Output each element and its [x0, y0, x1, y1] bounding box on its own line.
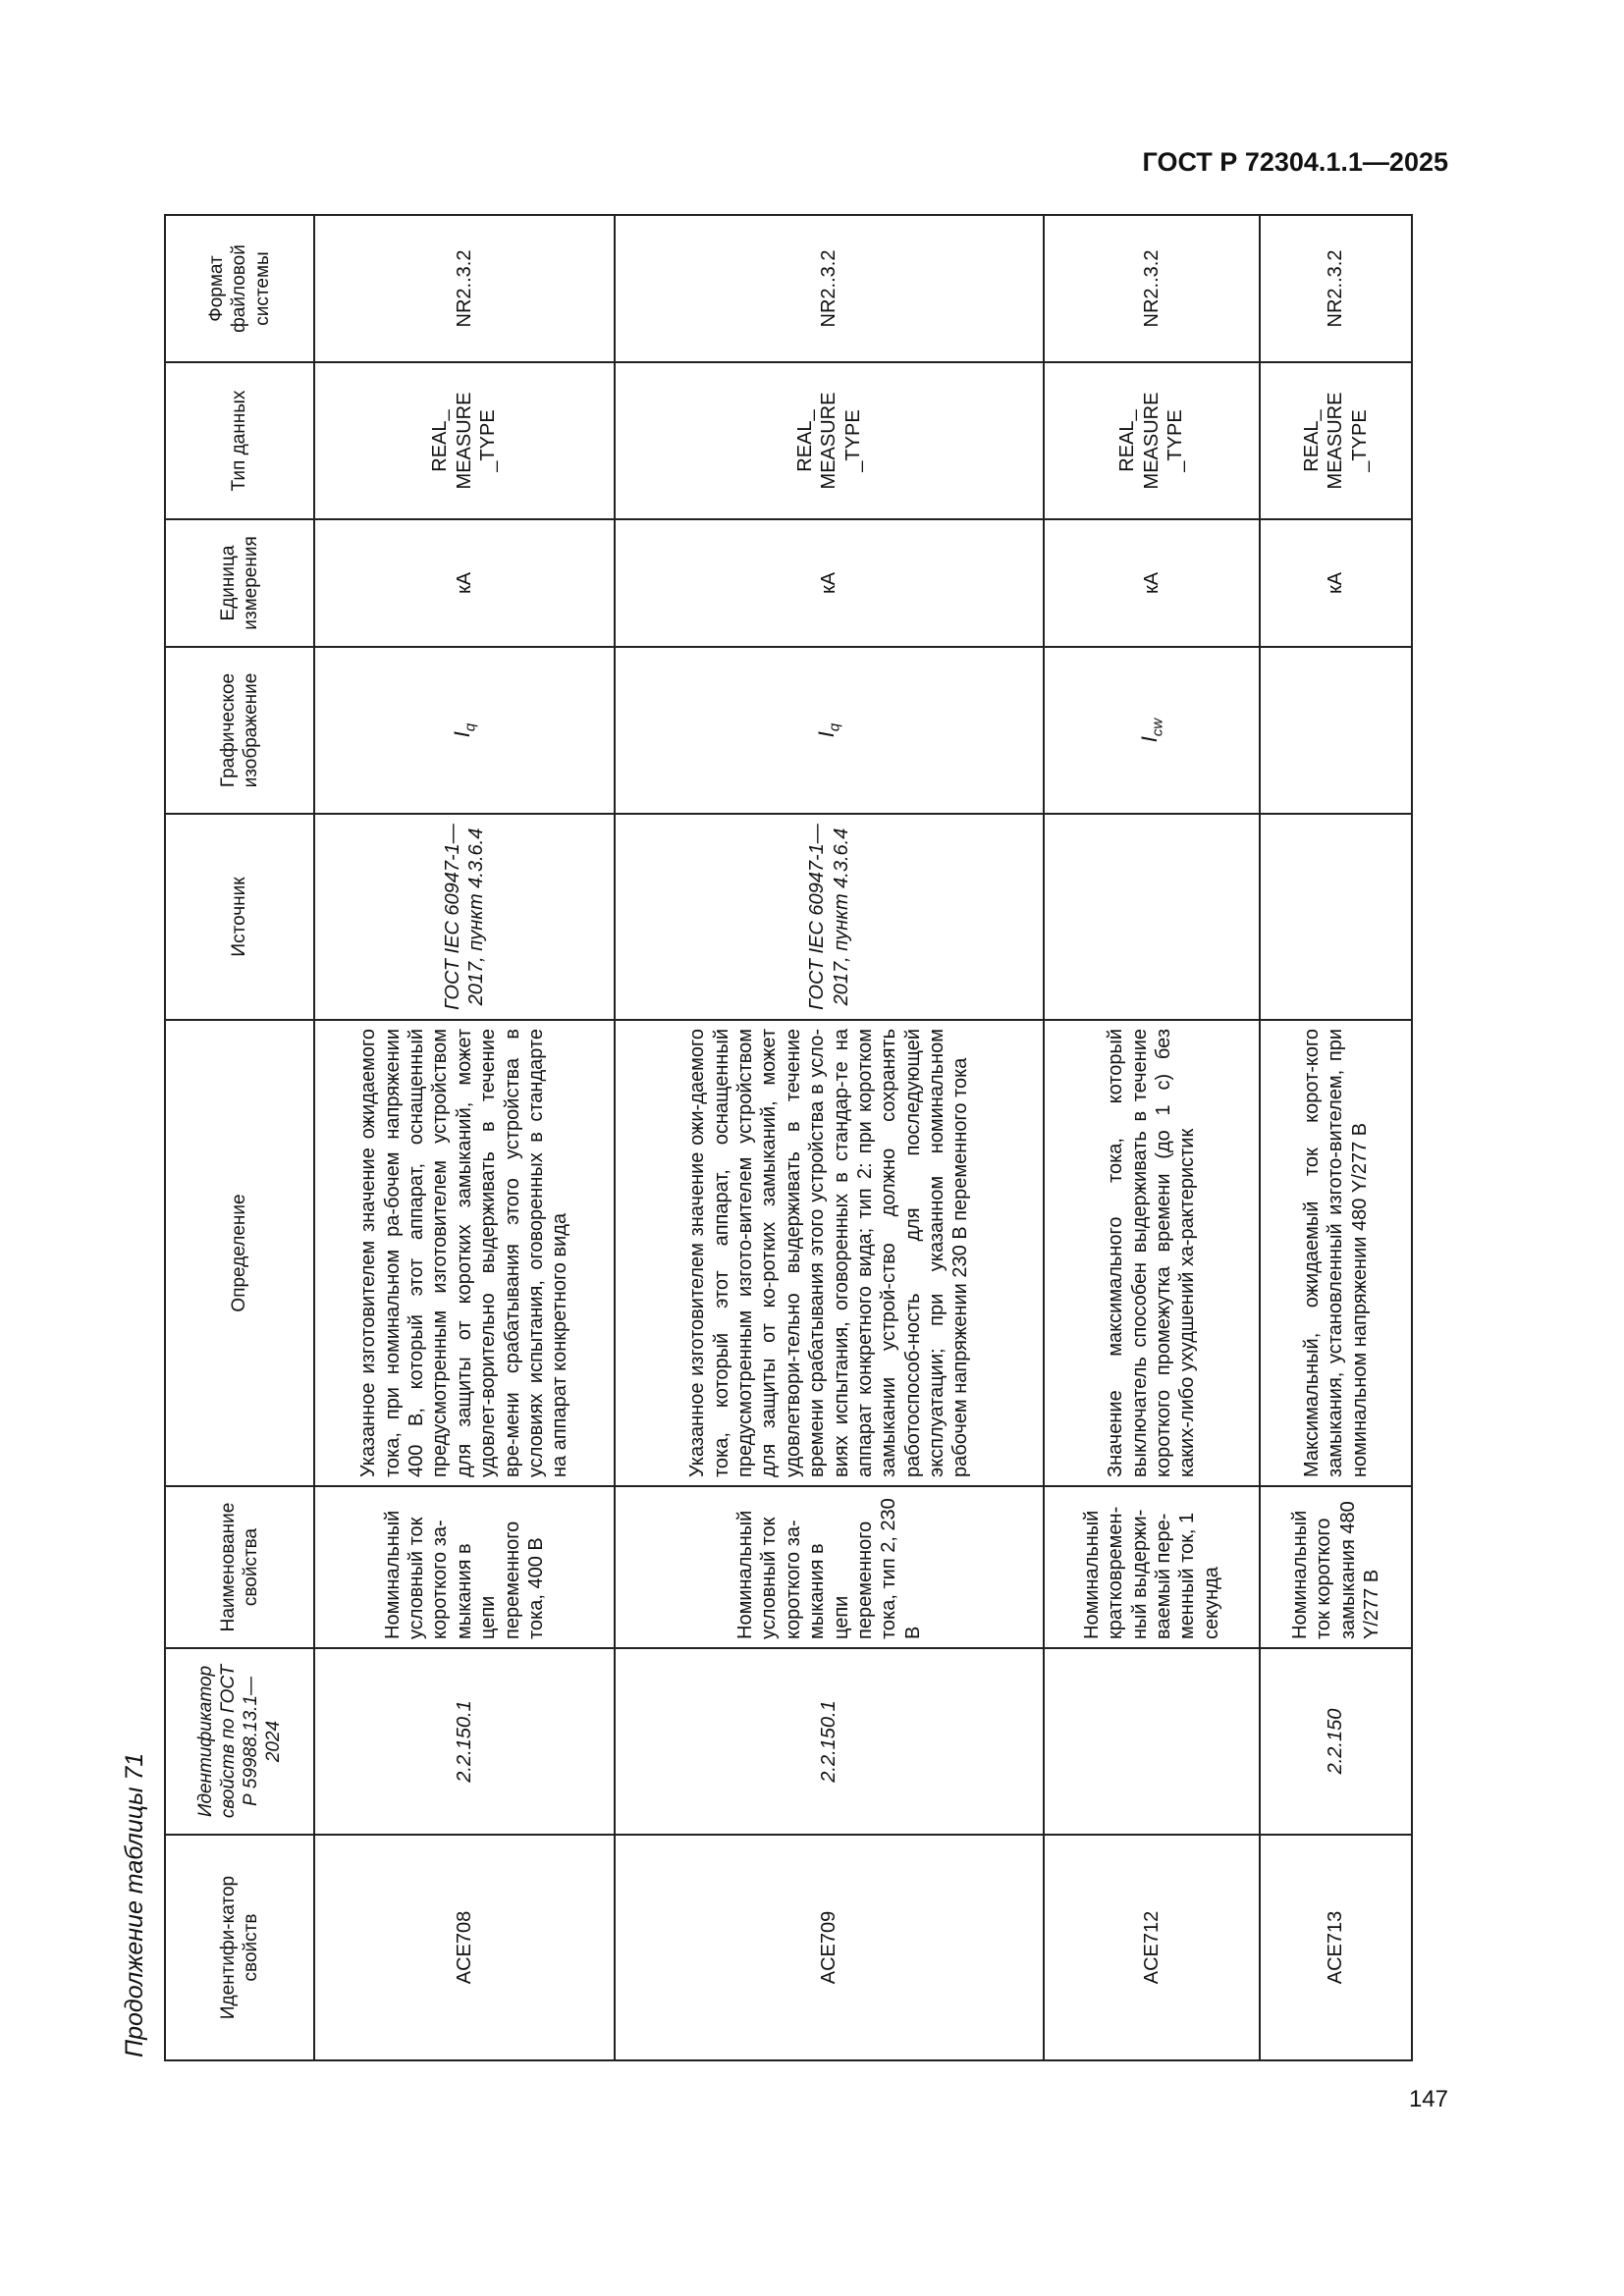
col-header-data-type: Тип данных [165, 362, 314, 519]
standard-code: ГОСТ Р 72304.1.1—2025 [1142, 147, 1448, 177]
row-data-type: REAL_ MEASURE _TYPE [615, 362, 1044, 519]
table-header-row [165, 215, 314, 2060]
col-header-symbol: Графическое изображение [165, 647, 314, 814]
table-row [615, 215, 1044, 2060]
row-unit: кА [615, 519, 1044, 647]
row-format: NR2..3.2 [615, 215, 1044, 362]
row-ref-id: 2.2.150 [1260, 1648, 1412, 1835]
properties-table [164, 214, 1413, 2061]
row-symbol: $I_q$ [314, 647, 615, 814]
row-definition: Указанное изготовителем значение ожи-даемого тока, который этот аппарат, оснащенный предусмотренным изгото-вителем устройством для защиты от ко-ротких замыканий, может удовлетвори-тельно выдерживать в течение времени срабатывания этого устройства в усло-виях испытания, оговоренных в стандар-те на аппарат конкретного вида; тип 2: при коротком замыкании устрой-ство должно сохранять работоспособ-ность для последующей эксплуатации; при указанном номинальном рабочем напряжении 230 В переменного тока [615, 1020, 1044, 1486]
row-definition: Значение максимального тока, который выключатель способен выдерживать в течение короткого промежутка времени (до 1 с) без каких-либо ухудшений ха-рактеристик [1044, 1020, 1260, 1486]
row-symbol: $I_{cw}$ [1044, 647, 1260, 814]
row-unit: кА [314, 519, 615, 647]
col-header-id: Идентифи-катор свойств [165, 1835, 314, 2060]
table-row [1260, 215, 1412, 2060]
table-row [314, 215, 615, 2060]
row-unit: кА [1044, 519, 1260, 647]
col-header-format: Формат файловой системы [165, 215, 314, 362]
col-header-name: Наименование свойства [165, 1486, 314, 1648]
row-id: ACE713 [1260, 1835, 1412, 2060]
row-id: ACE708 [314, 1835, 615, 2060]
col-header-definition: Определение [165, 1020, 314, 1486]
row-name: Номинальный условный ток короткого за-мыкания в цепи переменного тока, тип 2, 230 В [615, 1486, 1044, 1648]
row-definition: Указанное изготовителем значение ожидаемого тока, при номинальном ра-бочем напряжении 400 В, который этот аппарат, оснащенный предусмотренным изготовителем устройством для защиты от коротких замыканий, может удовлет-ворительно выдерживать в течение вре-мени срабатывания этого устройства в условиях испытания, оговоренных в стандарте на аппарат конкретного вида [314, 1020, 615, 1486]
row-source: ГОСТ IEC 60947-1—2017, пункт 4.3.6.4 [615, 814, 1044, 1020]
col-header-unit: Единица измерения [165, 519, 314, 647]
col-header-source: Источник [165, 814, 314, 1020]
row-ref-id: 2.2.150.1 [314, 1648, 615, 1835]
row-source [1260, 814, 1412, 1020]
row-definition: Максимальный, ожидаемый ток корот-кого замыкания, установленный изгото-вителем, при номинальном напряжении 480 Y/277 В [1260, 1020, 1412, 1486]
row-format: NR2..3.2 [314, 215, 615, 362]
row-format: NR2..3.2 [1044, 215, 1260, 362]
row-symbol: $I_q$ [615, 647, 1044, 814]
page-number: 147 [1408, 2086, 1448, 2112]
row-unit: кА [1260, 519, 1412, 647]
table-caption: Продолжение таблицы 71 [121, 1752, 148, 2057]
row-data-type: REAL_ MEASURE _TYPE [314, 362, 615, 519]
row-symbol [1260, 647, 1412, 814]
row-format: NR2..3.2 [1260, 215, 1412, 362]
table-row [1044, 215, 1260, 2060]
row-name: Номинальный ток короткого замыкания 480 Y/277 В [1260, 1486, 1412, 1648]
row-source: ГОСТ IEC 60947-1—2017, пункт 4.3.6.4 [314, 814, 615, 1020]
row-ref-id [1044, 1648, 1260, 1835]
row-source [1044, 814, 1260, 1020]
row-name: Номинальный кратковремен-ный выдержи-ваемый пере-менный ток, 1 секунда [1044, 1486, 1260, 1648]
row-data-type: REAL_ MEASURE _TYPE [1260, 362, 1412, 519]
row-data-type: REAL_ MEASURE _TYPE [1044, 362, 1260, 519]
col-header-ref-id: Идентификатор свойств по ГОСТ Р 59988.13.1—2024 [165, 1648, 314, 1835]
rotated-table-block [105, 196, 1382, 2061]
row-id: ACE712 [1044, 1835, 1260, 2060]
row-ref-id: 2.2.150.1 [615, 1648, 1044, 1835]
row-name: Номинальный условный ток короткого за-мыкания в цепи переменного тока, 400 В [314, 1486, 615, 1648]
row-id: ACE709 [615, 1835, 1044, 2060]
